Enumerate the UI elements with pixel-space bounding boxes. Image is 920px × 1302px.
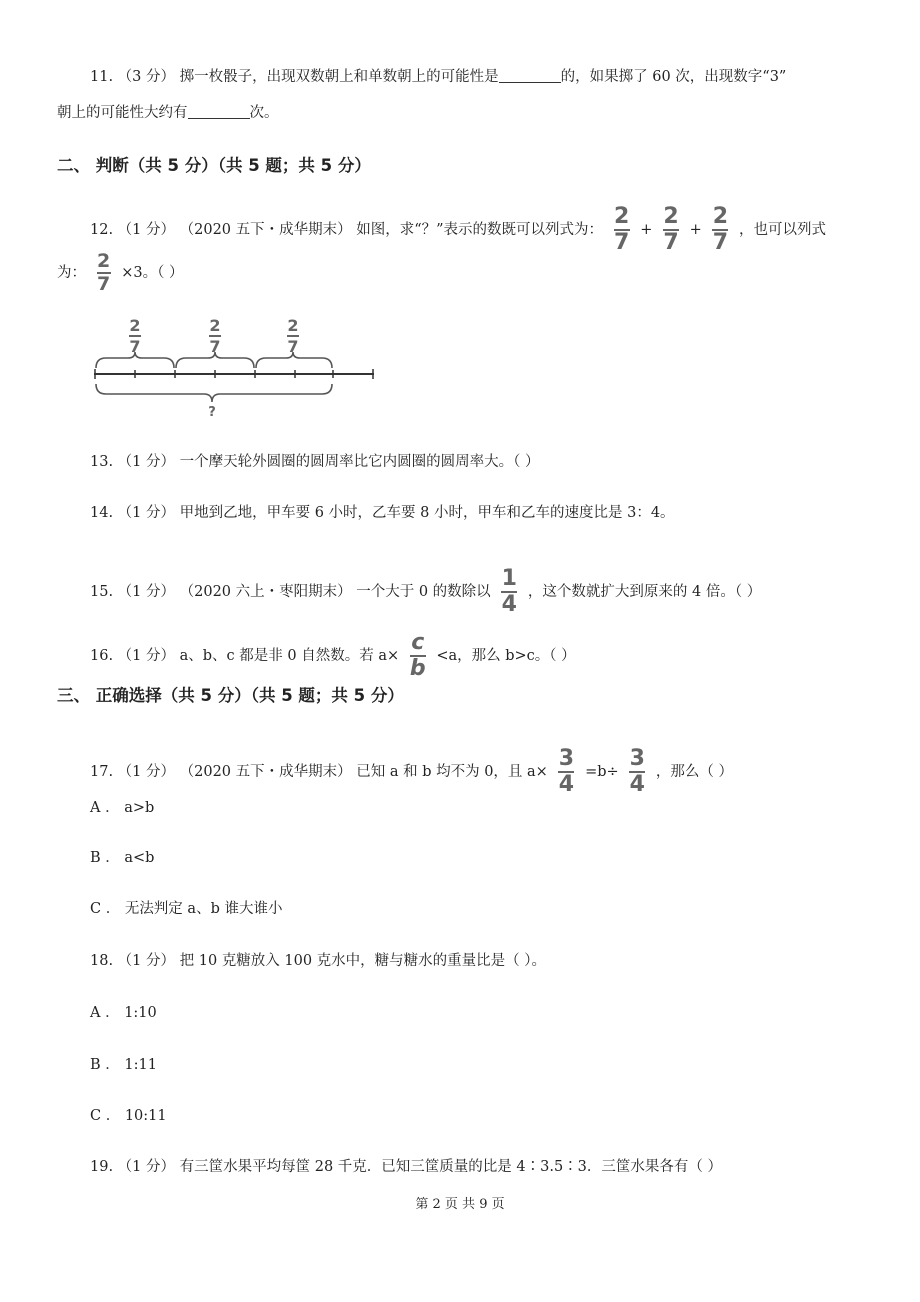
plus-sign: + bbox=[689, 222, 702, 238]
q15-text-tail: ，这个数就扩大到原来的 4 倍。（ ） bbox=[527, 584, 762, 600]
q15-line bbox=[90, 568, 761, 616]
q12-text-3: ×3。（ ） bbox=[121, 265, 184, 281]
q12-fraction: $\frac{2}{7}$ bbox=[614, 204, 630, 255]
q17-text: 17. （1 分） （2020 五下・成华期末） 已知 a 和 b 均不为 0，且 a× bbox=[90, 764, 548, 780]
svg-text:7: 7 bbox=[129, 337, 141, 356]
bottom-brace bbox=[96, 384, 332, 402]
q15-text: 15. （1 分） （2020 六上・枣阳期末） 一个大于 0 的数除以 bbox=[90, 584, 491, 600]
q19-text: 19. （1 分） 有三筐水果平均每筐 28 千克．已知三筐质量的比是 4∶3.5∶3．三筐水果各有（ ） bbox=[90, 1159, 723, 1175]
q12-text-tail: ，也可以列式 bbox=[739, 222, 827, 238]
q11-blank-2[interactable] bbox=[188, 102, 250, 119]
svg-text:2: 2 bbox=[287, 316, 299, 335]
bottom-question-mark: ? bbox=[208, 405, 216, 420]
q15-fraction: $\frac{1}{4}$ bbox=[501, 566, 517, 617]
page-footer: 第 2 页 共 9 页 bbox=[415, 1197, 505, 1212]
top-brace bbox=[256, 352, 332, 368]
section-2-heading: 二、 判断（共 5 分）（共 5 题；共 5 分） bbox=[57, 156, 371, 175]
q17-line bbox=[90, 748, 733, 796]
q16-fraction: $\frac{c}{b}$ bbox=[409, 630, 426, 681]
q17-fraction: $\frac{3}{4}$ bbox=[558, 746, 575, 797]
q12-text: 12. （1 分） （2020 五下・成华期末） 如图，求“？”表示的数既可以列式为： bbox=[90, 222, 604, 238]
q11-line2 bbox=[57, 102, 279, 123]
q17-option-c[interactable]: C ． 无法判定 a、b 谁大谁小 bbox=[90, 901, 283, 917]
diagram-top-label bbox=[129, 316, 141, 356]
q17-text-tail: ，那么（ ） bbox=[655, 764, 733, 780]
top-brace bbox=[176, 352, 254, 368]
q11-text-3: 次。 bbox=[249, 105, 279, 121]
q13-text: 13. （1 分） 一个摩天轮外圆圈的圆周率比它内圆圈的圆周率大。（ ） bbox=[90, 454, 540, 470]
q12-text-2: 为： bbox=[57, 265, 86, 281]
q11-text-2: 朝上的可能性大约有 bbox=[57, 105, 188, 121]
q16-text-tail: <a，那么 b>c。（ ） bbox=[436, 648, 576, 664]
diagram-top-label bbox=[209, 316, 221, 356]
q17-text-mid: =b÷ bbox=[585, 764, 619, 780]
q11-line1 bbox=[90, 66, 786, 87]
q12-fraction: $\frac{2}{7}$ bbox=[663, 204, 679, 255]
q11-text-cont: 的，如果掷了 60 次，出现数字“3” bbox=[560, 69, 787, 85]
q12-fraction: $\frac{2}{7}$ bbox=[96, 250, 111, 295]
top-brace bbox=[96, 352, 174, 368]
q12-line2 bbox=[57, 252, 183, 294]
q11-blank-1[interactable] bbox=[499, 66, 561, 83]
section-3-heading: 三、 正确选择（共 5 分）（共 5 题；共 5 分） bbox=[57, 686, 404, 705]
svg-text:7: 7 bbox=[287, 337, 299, 356]
q16-line bbox=[90, 632, 576, 680]
q18-option-a[interactable]: A ． 1:10 bbox=[90, 1005, 157, 1021]
q17-fraction: $\frac{3}{4}$ bbox=[629, 746, 645, 797]
q11-text: 11. （3 分） 掷一枚骰子，出现双数朝上和单数朝上的可能性是 bbox=[90, 69, 499, 85]
svg-text:2: 2 bbox=[129, 316, 141, 335]
q17-option-b[interactable]: B ． a<b bbox=[90, 850, 155, 866]
svg-text:7: 7 bbox=[209, 337, 221, 356]
plus-sign: + bbox=[640, 222, 653, 238]
q18-option-c[interactable]: C ． 10:11 bbox=[90, 1108, 167, 1124]
q18-option-b[interactable]: B ． 1:11 bbox=[90, 1057, 157, 1073]
q17-option-a[interactable]: A ． a>b bbox=[90, 800, 155, 816]
q18-text: 18. （1 分） 把 10 克糖放入 100 克水中，糖与糖水的重量比是（ ）。 bbox=[90, 953, 547, 969]
q16-text: 16. （1 分） a、b、c 都是非 0 自然数。若 a× bbox=[90, 648, 400, 664]
diagram-top-label bbox=[287, 316, 299, 356]
q12-line1 bbox=[90, 206, 826, 254]
svg-text:2: 2 bbox=[209, 316, 221, 335]
q12-fraction: $\frac{2}{7}$ bbox=[712, 204, 729, 255]
q14-text: 14. （1 分） 甲地到乙地，甲车要 6 小时，乙车要 8 小时，甲车和乙车的速度比是 3：4。 bbox=[90, 505, 675, 521]
q12-line-diagram bbox=[88, 312, 388, 422]
